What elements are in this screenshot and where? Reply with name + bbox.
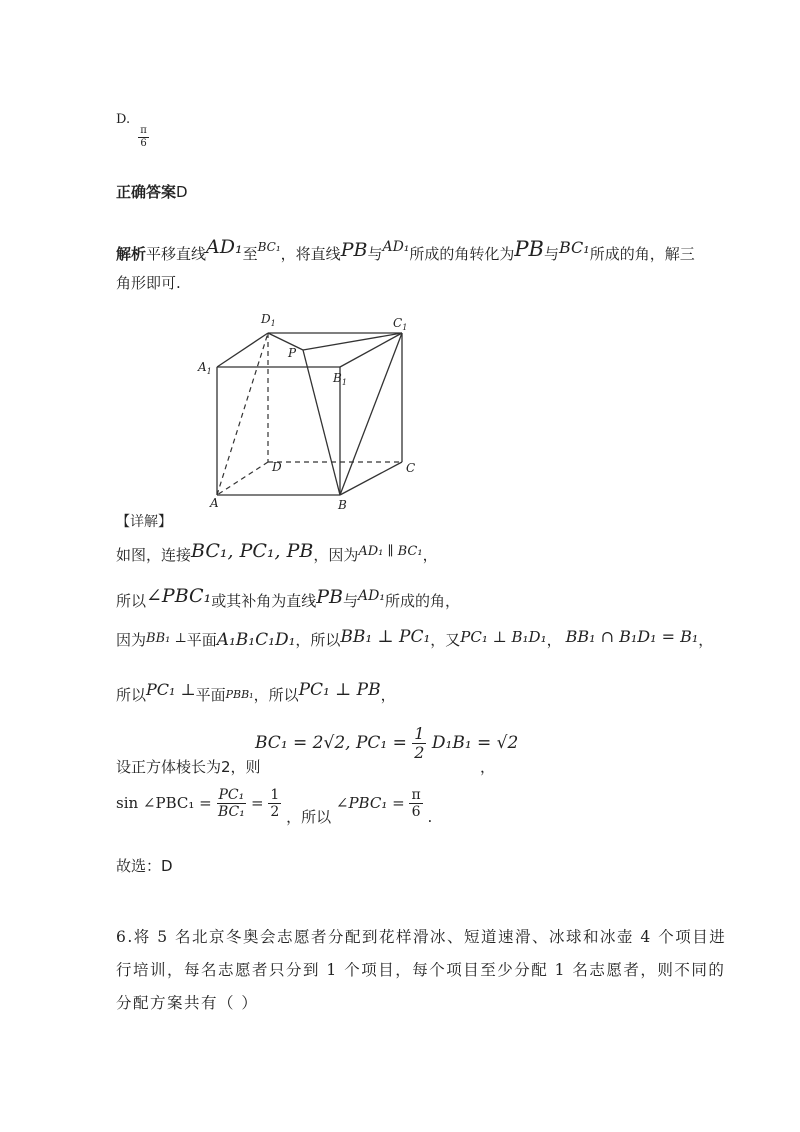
- math-expr: PC₁ ⊥: [146, 680, 196, 699]
- question-6-line-2: 行培训，每名志愿者只分到 1 个项目，每个项目至少分配 1 名志愿者，则不同的: [116, 961, 726, 979]
- analysis-text: 与: [367, 245, 383, 263]
- detail-text: ，: [698, 631, 714, 649]
- detail-text: 所成的角，: [384, 592, 460, 610]
- option-d-fraction: [138, 126, 149, 149]
- math-expr: ∠PBC₁ =: [335, 794, 405, 812]
- detail-text: 平面: [195, 686, 226, 704]
- detail-line-3: [116, 627, 713, 650]
- label-b: B: [338, 498, 347, 512]
- detail-text: ，所以: [295, 631, 341, 649]
- analysis-label: 解析: [116, 245, 147, 263]
- math-expr: BC₁, PC₁, PB: [191, 540, 314, 562]
- math-expr: A₁B₁C₁D₁: [216, 630, 296, 650]
- math-pb: PB: [514, 237, 544, 261]
- detail-text: 如图，连接: [116, 546, 192, 564]
- label-d1: $D_1$: [261, 312, 276, 328]
- label-a: A: [210, 496, 219, 510]
- detail-heading: 【详解】: [116, 514, 172, 530]
- label-a1: $A_1$: [198, 360, 212, 376]
- fraction-half: [412, 726, 426, 761]
- detail-text: 所以: [116, 686, 147, 704]
- analysis-line-1: [116, 236, 695, 264]
- math-pb: PB: [340, 239, 368, 261]
- fraction-num: 1: [414, 724, 425, 743]
- math-ad1: AD₁: [206, 236, 243, 258]
- detail-text: 所以: [116, 592, 147, 610]
- detail-line-2: [116, 585, 460, 611]
- correct-answer-label: 正确答案: [116, 183, 177, 201]
- math-expr: BB₁ ⊥ PC₁: [340, 627, 431, 647]
- analysis-text: 所成的角，解三: [589, 245, 695, 263]
- fraction-den: 2: [414, 743, 425, 762]
- detail-line-5-comma: ，: [480, 758, 496, 776]
- detail-text: ，: [380, 686, 396, 704]
- detail-text: ，所以: [286, 808, 332, 826]
- label-d: D: [272, 460, 282, 474]
- detail-line-1: [116, 540, 438, 565]
- math-expr: BB₁ ⊥: [146, 631, 187, 646]
- math-expr: ∠PBC₁: [146, 585, 212, 607]
- math-ad1: AD₁: [382, 239, 410, 255]
- label-p: P: [288, 346, 297, 360]
- math-bc1: BC₁: [257, 240, 281, 254]
- math-expr: PC₁ ⊥ B₁D₁: [460, 628, 547, 646]
- fraction-den: 6: [411, 804, 421, 820]
- fraction-den: 2: [270, 804, 280, 820]
- fraction-num: PC₁: [218, 787, 245, 803]
- cube-figure: [190, 305, 425, 515]
- detail-text: 或其补角为直线: [211, 592, 317, 610]
- label-c1: $C_1$: [393, 316, 408, 332]
- math-expr: AD₁: [357, 588, 385, 604]
- math-bc1: BC₁: [559, 238, 590, 257]
- detail-line-5-text: 设正方体棱长为2，则: [116, 758, 261, 776]
- detail-text: ，因为: [313, 546, 359, 564]
- option-d-label: D.: [116, 112, 131, 127]
- math-expr: AD₁ ∥ BC₁: [358, 544, 423, 559]
- fraction-pi-6: [409, 788, 422, 819]
- math-expr: PB: [316, 586, 343, 608]
- analysis-text: 与: [543, 245, 559, 263]
- fraction-den: 6: [140, 138, 147, 149]
- detail-line-4: [116, 680, 396, 705]
- detail-text: 平面: [186, 631, 217, 649]
- choice-value: D: [161, 857, 173, 875]
- analysis-text: 平移直线: [146, 245, 207, 263]
- detail-text: 因为: [116, 631, 147, 649]
- choice-label: 故选：: [116, 857, 162, 875]
- option-d: [116, 112, 149, 149]
- fraction-den: BC₁: [217, 804, 245, 820]
- fraction-half: [268, 788, 281, 819]
- fraction-pc-bc: [217, 788, 247, 819]
- correct-answer: [116, 181, 188, 202]
- detail-choice: [116, 855, 173, 876]
- analysis-text: ，将直线: [280, 245, 341, 263]
- fraction-num: 1: [270, 787, 280, 803]
- detail-text: 与: [342, 592, 358, 610]
- math-expr: PBB₁: [225, 688, 254, 701]
- math-expr: PC₁ ⊥ PB: [298, 680, 381, 700]
- detail-text: ，: [546, 631, 562, 649]
- detail-text: ，所以: [253, 686, 299, 704]
- fraction-num: π: [411, 787, 421, 803]
- detail-text: .: [427, 808, 433, 826]
- question-6-line-3: 分配方案共有（ ）: [116, 994, 259, 1012]
- math-expr: sin ∠PBC₁ =: [116, 794, 212, 812]
- detail-line-5-math: [255, 726, 518, 761]
- math-expr: BB₁ ∩ B₁D₁ = B₁: [565, 627, 699, 646]
- fraction-num: π: [140, 125, 147, 136]
- detail-line-6: [116, 788, 432, 827]
- math-expr: D₁B₁ = √2: [431, 733, 519, 753]
- analysis-text: 所成的角转化为: [409, 245, 515, 263]
- question-6-line-1: 6.将 5 名北京冬奥会志愿者分配到花样滑冰、短道速滑、冰球和冰壶 4 个项目进: [116, 928, 727, 946]
- math-expr: BC₁ = 2√2, PC₁ =: [255, 733, 407, 753]
- analysis-text: 至: [242, 245, 258, 263]
- label-b1: $B_1$: [333, 371, 347, 387]
- label-c: C: [406, 461, 416, 475]
- correct-answer-value: D: [176, 183, 188, 201]
- math-expr: =: [251, 794, 264, 812]
- detail-text: ，: [422, 546, 438, 564]
- detail-text: ，又: [430, 631, 461, 649]
- analysis-line-2: 角形即可.: [116, 274, 181, 292]
